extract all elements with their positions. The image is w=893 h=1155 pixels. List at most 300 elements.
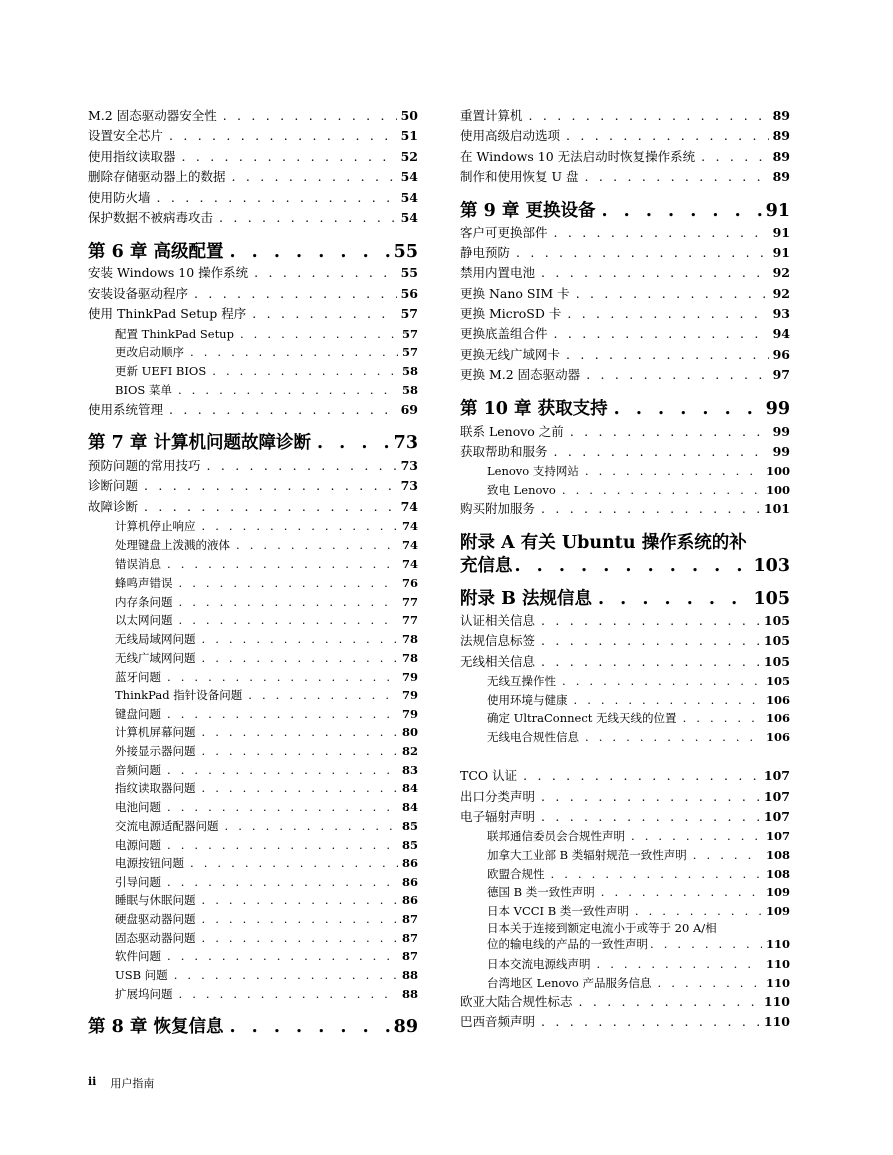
toc-entry-page: 80: [401, 725, 418, 739]
toc-entry-title: 第 10 章 获取支持: [460, 399, 608, 419]
toc-entry-title: 更新 UEFI BIOS: [115, 364, 207, 378]
toc-entry-page: 56: [400, 286, 418, 301]
toc-entry-title: 认证相关信息: [460, 613, 536, 628]
toc-entry-title: 引导问题: [115, 875, 161, 889]
dot-leader: [701, 149, 768, 165]
toc-entry-title: 错误消息: [115, 557, 161, 571]
toc-entry-page: 96: [772, 347, 790, 362]
toc-entry-title: 外接显示器问题: [115, 744, 196, 758]
toc-entry-title: 睡眠与休眠问题: [115, 893, 196, 907]
toc-entry-title: 交流电源适配器问题: [115, 819, 219, 833]
toc-subentry[interactable]: [460, 463, 790, 479]
dot-leader: [562, 482, 762, 498]
toc-entry-title: 指纹读取器问题: [115, 781, 196, 795]
dot-leader: [190, 855, 398, 871]
toc-entry-page: 109: [765, 904, 790, 918]
toc-entry-page: 101: [763, 501, 790, 516]
toc-entry-title: 更换底盖组合件: [460, 326, 548, 341]
toc-entry-title: 故障诊断: [88, 499, 139, 514]
toc-entry-title: 出口分类声明: [460, 789, 536, 804]
toc-entry-page: 89: [772, 169, 790, 184]
toc-entry-page: 51: [400, 128, 418, 143]
toc-entry[interactable]: [460, 128, 790, 144]
toc-entry-page: 85: [401, 819, 418, 833]
toc-entry-title: 使用系统管理: [88, 402, 164, 417]
dot-leader: [551, 866, 762, 882]
toc-entry-page: 100: [765, 483, 790, 497]
toc-entry[interactable]: [460, 286, 790, 302]
toc-entry-title: 诊断问题: [88, 478, 139, 493]
toc-subentry[interactable]: [88, 780, 418, 796]
toc-entry-page: 88: [401, 968, 418, 982]
dot-leader: [566, 128, 769, 144]
toc-entry-title: 音频问题: [115, 763, 161, 777]
toc-entry-page: 79: [401, 707, 418, 721]
toc-subentry[interactable]: [88, 518, 418, 534]
dot-leader: [207, 458, 397, 474]
dot-leader: [167, 799, 398, 815]
footer-title: 用户指南: [110, 1077, 155, 1090]
toc-subentry[interactable]: [88, 382, 418, 398]
toc-entry-page: 50: [400, 108, 418, 123]
dot-leader: [554, 225, 769, 241]
toc-entry-title: 安装设备驱动程序: [88, 286, 189, 301]
toc-entry-page: 99: [772, 424, 790, 439]
toc-chapter[interactable]: [460, 588, 790, 610]
toc-entry-title: 第 9 章 更换设备: [460, 201, 596, 221]
toc-subentry[interactable]: [88, 594, 418, 610]
dot-leader: [179, 575, 398, 591]
toc-subentry[interactable]: [460, 903, 790, 919]
toc-subentry[interactable]: [460, 847, 790, 863]
dot-leader: [202, 930, 398, 946]
toc-entry[interactable]: [88, 499, 418, 515]
toc-chapter[interactable]: [88, 241, 418, 263]
toc-entry-page: 100: [765, 464, 790, 478]
wrapped-entry-line1: 日本关于连接到额定电流小于或等于 20 A/相: [487, 921, 717, 935]
toc-entry-page: 76: [401, 576, 418, 590]
toc-entry[interactable]: [88, 265, 418, 281]
toc-entry-page: 79: [401, 670, 418, 684]
toc-entry-title: 台湾地区 Lenovo 产品服务信息: [487, 976, 652, 990]
toc-entry-title: 计算机停止响应: [115, 519, 196, 533]
toc-chapter[interactable]: [88, 1016, 418, 1038]
toc-entry-title: 客户可更换部件: [460, 225, 548, 240]
toc-entry[interactable]: [460, 265, 790, 281]
dot-leader: [202, 518, 398, 534]
dot-leader: [585, 729, 762, 745]
toc-entry-page: 92: [772, 265, 790, 280]
toc-entry-page: 54: [400, 210, 418, 225]
dot-leader: [541, 1014, 760, 1030]
toc-entry-title: 在 Windows 10 无法启动时恢复操作系统: [460, 149, 696, 164]
toc-entry-page: 93: [772, 306, 790, 321]
toc-subentry[interactable]: [88, 344, 418, 360]
toc-entry-page: 106: [765, 711, 790, 725]
toc-entry-page: 57: [401, 327, 418, 341]
toc-subentry[interactable]: [88, 556, 418, 572]
toc-subentry[interactable]: [88, 948, 418, 964]
toc-entry-page: 89: [772, 149, 790, 164]
toc-entry-title: 蜂鸣声错误: [115, 576, 173, 590]
toc-entry[interactable]: [88, 210, 418, 226]
toc-entry-page: 73: [393, 433, 418, 453]
toc-entry-title: 购买附加服务: [460, 501, 536, 516]
toc-entry-title: 确定 UltraConnect 无线天线的位置: [487, 711, 677, 725]
toc-subentry[interactable]: [460, 482, 790, 498]
toc-subentry[interactable]: [88, 612, 418, 628]
toc-entry-page: 74: [401, 557, 418, 571]
toc-entry[interactable]: [88, 108, 418, 124]
dot-leader: [167, 948, 398, 964]
page-footer: [88, 1075, 154, 1091]
toc-entry-title: 更换 M.2 固态驱动器: [460, 367, 581, 382]
toc-entry-page: 74: [400, 499, 418, 514]
toc-entry-page: 58: [401, 383, 418, 397]
toc-subentry[interactable]: [88, 837, 418, 853]
dot-leader: [219, 210, 397, 226]
toc-entry-page: 54: [400, 169, 418, 184]
dot-leader: [178, 382, 398, 398]
toc-entry-page: 105: [763, 633, 790, 648]
toc-entry-page: 91: [772, 225, 790, 240]
toc-entry-page: 86: [401, 856, 418, 870]
toc-entry-page: 87: [401, 949, 418, 963]
toc-entry[interactable]: [460, 768, 790, 784]
toc-subentry[interactable]: [460, 692, 790, 708]
toc-entry-title: TCO 认证: [460, 768, 518, 783]
toc-subentry[interactable]: [460, 956, 790, 972]
toc-entry[interactable]: [460, 326, 790, 342]
dot-leader: [157, 190, 397, 206]
toc-entry[interactable]: [460, 1014, 790, 1030]
dot-leader: [167, 874, 398, 890]
dot-leader: [541, 789, 760, 805]
toc-entry-page: 77: [401, 595, 418, 609]
toc-subentry[interactable]: [88, 650, 418, 666]
dot-leader: [202, 743, 398, 759]
toc-subentry[interactable]: [460, 729, 790, 745]
dot-leader: [586, 367, 768, 383]
dot-leader: [248, 687, 398, 703]
toc-entry-title: 软件问题: [115, 949, 161, 963]
toc-subentry[interactable]: [88, 874, 418, 890]
toc-subentry[interactable]: [460, 710, 790, 726]
toc-subentry[interactable]: [88, 537, 418, 553]
toc-entry-title: 联邦通信委员会合规性声明: [487, 829, 625, 843]
toc-entry[interactable]: [460, 149, 790, 165]
toc-entry-page: 92: [772, 286, 790, 301]
toc-entry-page: 105: [763, 613, 790, 628]
toc-entry[interactable]: [88, 458, 418, 474]
toc-entry[interactable]: [460, 633, 790, 649]
toc-entry-page: 110: [765, 976, 790, 990]
dot-leader: [579, 994, 760, 1010]
toc-subentry[interactable]: [88, 631, 418, 647]
toc-entry-page: 52: [400, 149, 418, 164]
toc-entry-page: 89: [393, 1017, 418, 1037]
toc-entry-title: 获取帮助和服务: [460, 444, 548, 459]
toc-entry[interactable]: [460, 654, 790, 670]
toc-entry[interactable]: [460, 994, 790, 1010]
toc-entry-page: 91: [772, 245, 790, 260]
toc-subentry[interactable]: [88, 855, 418, 871]
toc-entry-page: 86: [401, 893, 418, 907]
toc-subentry-wrapped[interactable]: [487, 920, 790, 952]
toc-chapter-appendix-a[interactable]: [460, 532, 790, 578]
toc-entry-title: 更改启动顺序: [115, 345, 184, 359]
toc-entry[interactable]: [460, 367, 790, 383]
toc-entry-page: 77: [401, 613, 418, 627]
toc-entry-page: 79: [401, 688, 418, 702]
toc-entry[interactable]: [460, 613, 790, 629]
toc-entry-page: 87: [401, 931, 418, 945]
dot-leader: [179, 986, 398, 1002]
toc-entry-page: 55: [400, 265, 418, 280]
toc-subentry[interactable]: [88, 911, 418, 927]
toc-entry-page: 69: [400, 402, 418, 417]
toc-subentry[interactable]: [88, 669, 418, 685]
toc-entry-title: 安装 Windows 10 操作系统: [88, 265, 249, 280]
dot-leader: [566, 347, 769, 363]
toc-entry-title: 使用 ThinkPad Setup 程序: [88, 306, 247, 321]
toc-entry-title: 第 7 章 计算机问题故障诊断: [88, 433, 311, 453]
dot-leader: [317, 432, 390, 454]
dot-leader: [202, 724, 398, 740]
dot-leader: [601, 884, 762, 900]
toc-entry-page: 108: [765, 848, 790, 862]
dot-leader: [584, 169, 768, 185]
toc-entry-page: 86: [401, 875, 418, 889]
dot-leader: [182, 149, 397, 165]
dot-leader: [541, 633, 760, 649]
toc-entry-page: 83: [401, 763, 418, 777]
toc-chapter[interactable]: [460, 200, 790, 222]
toc-entry[interactable]: [88, 306, 418, 322]
toc-entry-title: 保护数据不被病毒攻击: [88, 210, 214, 225]
toc-subentry[interactable]: [460, 866, 790, 882]
toc-entry-title: 更换 Nano SIM 卡: [460, 286, 570, 301]
toc-entry-page: 73: [400, 478, 418, 493]
toc-subentry[interactable]: [88, 326, 418, 342]
toc-entry-page: 91: [765, 201, 790, 221]
toc-entry-title: 配置 ThinkPad Setup: [115, 327, 234, 341]
toc-subentry[interactable]: [88, 575, 418, 591]
toc-entry-title: 无线局域网问题: [115, 632, 196, 646]
toc-entry-title: 禁用内置电池: [460, 265, 536, 280]
dot-leader: [225, 818, 398, 834]
toc-entry[interactable]: [460, 108, 790, 124]
dot-leader: [541, 654, 760, 670]
dot-leader: [202, 780, 398, 796]
toc-entry[interactable]: [460, 245, 790, 261]
toc-entry-page: 97: [772, 367, 790, 382]
toc-subentry[interactable]: [460, 975, 790, 991]
dot-leader: [576, 286, 769, 302]
toc-entry-page: 99: [765, 399, 790, 419]
dot-leader: [179, 612, 398, 628]
toc-subentry[interactable]: [88, 363, 418, 379]
appendix-a-title-line1: 附录 A 有关 Ubuntu 操作系统的补: [460, 533, 747, 553]
toc-entry[interactable]: [460, 424, 790, 440]
dot-leader: [202, 911, 398, 927]
toc-chapter[interactable]: [460, 398, 790, 420]
toc-entry-title: 无线广域网问题: [115, 651, 196, 665]
toc-entry[interactable]: [460, 789, 790, 805]
footer-page-number: ii: [88, 1075, 97, 1088]
toc-entry[interactable]: [460, 306, 790, 322]
toc-entry-title: 日本交流电源线声明: [487, 957, 591, 971]
dot-leader: [541, 809, 760, 825]
toc-entry[interactable]: [88, 286, 418, 302]
toc-entry-page: 55: [393, 242, 418, 262]
toc-entry-title: 电子辐射声明: [460, 809, 536, 824]
toc-entry-title: 电源问题: [115, 838, 161, 852]
dot-leader: [202, 892, 398, 908]
toc-chapter[interactable]: [88, 432, 418, 454]
toc-entry-page: 74: [401, 538, 418, 552]
toc-entry-page: 78: [401, 651, 418, 665]
toc-entry-page: 108: [765, 867, 790, 881]
dot-leader: [597, 956, 762, 972]
dot-leader: [254, 265, 396, 281]
toc-entry-title: 无线电合规性信息: [487, 730, 579, 744]
toc-entry-title: 更换无线广域网卡: [460, 347, 561, 362]
dot-leader: [585, 463, 762, 479]
dot-leader: [240, 326, 398, 342]
toc-entry-title: ThinkPad 指针设备问题: [115, 688, 243, 702]
toc-subentry[interactable]: [88, 799, 418, 815]
toc-entry[interactable]: [88, 169, 418, 185]
dot-leader: [515, 555, 750, 578]
toc-entry[interactable]: [88, 190, 418, 206]
toc-subentry[interactable]: [88, 706, 418, 722]
dot-leader: [523, 768, 760, 784]
dot-leader: [167, 706, 398, 722]
toc-entry-page: 99: [772, 444, 790, 459]
toc-entry-title: 静电预防: [460, 245, 511, 260]
dot-leader: [554, 444, 769, 460]
dot-leader: [229, 1016, 389, 1038]
dot-leader: [570, 424, 769, 440]
dot-leader: [635, 903, 762, 919]
toc-entry-title: 更换 MicroSD 卡: [460, 306, 562, 321]
toc-entry-title: 巴西音频声明: [460, 1014, 536, 1029]
toc-entry-title: 欧亚大陆合规性标志: [460, 994, 573, 1009]
dot-leader: [574, 692, 762, 708]
dot-leader: [567, 306, 768, 322]
dot-leader: [232, 169, 397, 185]
dot-leader: [190, 344, 398, 360]
toc-entry[interactable]: [460, 809, 790, 825]
toc-entry-page: 110: [763, 1014, 790, 1029]
dot-leader: [167, 556, 398, 572]
toc-entry[interactable]: [88, 128, 418, 144]
dot-leader: [683, 710, 762, 726]
toc-entry-page: 106: [765, 693, 790, 707]
toc-subentry[interactable]: [88, 762, 418, 778]
dot-leader: [202, 650, 398, 666]
toc-entry[interactable]: [88, 402, 418, 418]
toc-subentry[interactable]: [88, 967, 418, 983]
toc-entry-title: 加拿大工业部 B 类辐射规范一致性声明: [487, 848, 687, 862]
toc-entry[interactable]: [88, 149, 418, 165]
toc-entry[interactable]: [460, 501, 790, 517]
dot-leader: [529, 108, 769, 124]
toc-entry-page: 78: [401, 632, 418, 646]
toc-entry-title: 预防问题的常用技巧: [88, 458, 201, 473]
toc-entry-page: 94: [772, 326, 790, 341]
dot-leader: [693, 847, 762, 863]
toc-entry-page: 84: [401, 781, 418, 795]
toc-entry-page: 110: [765, 957, 790, 971]
toc-entry[interactable]: [460, 169, 790, 185]
toc-subentry[interactable]: [88, 930, 418, 946]
dot-leader: [167, 837, 398, 853]
appendix-a-title-line2: 充信息: [460, 556, 513, 576]
dot-leader: [202, 631, 398, 647]
toc-entry-page: 84: [401, 800, 418, 814]
toc-entry[interactable]: [88, 478, 418, 494]
dot-leader: [179, 594, 398, 610]
toc-entry-title: 电池问题: [115, 800, 161, 814]
toc-entry-title: 重置计算机: [460, 108, 523, 123]
toc-subentry[interactable]: [88, 724, 418, 740]
toc-entry-page: 106: [765, 730, 790, 744]
toc-subentry[interactable]: [88, 986, 418, 1002]
toc-entry-page: 110: [763, 994, 790, 1009]
toc-subentry[interactable]: [88, 892, 418, 908]
dot-leader: [144, 478, 397, 494]
toc-entry-title: 键盘问题: [115, 707, 161, 721]
dot-leader: [174, 967, 398, 983]
toc-entry-title: BIOS 菜单: [115, 383, 172, 397]
dot-leader: [229, 241, 389, 263]
appendix-a-page: 103: [753, 556, 790, 576]
toc-subentry[interactable]: [460, 884, 790, 900]
toc-entry-title: 无线互操作性: [487, 674, 556, 688]
dot-leader: [554, 326, 769, 342]
toc-entry-page: 107: [763, 768, 790, 783]
toc-entry[interactable]: [460, 225, 790, 241]
toc-subentry[interactable]: [88, 818, 418, 834]
dot-leader: [541, 265, 769, 281]
dot-leader: [631, 828, 762, 844]
dot-leader: [223, 108, 397, 124]
toc-entry-page: 105: [765, 674, 790, 688]
toc-subentry[interactable]: [460, 673, 790, 689]
dot-leader: [212, 363, 398, 379]
dot-leader: [598, 588, 749, 610]
toc-subentry[interactable]: [88, 687, 418, 703]
toc-entry-title: 致电 Lenovo: [487, 483, 556, 497]
toc-entry-page: 54: [400, 190, 418, 205]
dot-leader: [650, 936, 762, 952]
toc-entry-page: 58: [401, 364, 418, 378]
dot-leader: [194, 286, 397, 302]
toc-entry-title: USB 问题: [115, 968, 168, 982]
toc-entry-title: 设置安全芯片: [88, 128, 164, 143]
toc-entry[interactable]: [460, 444, 790, 460]
toc-entry-title: 使用环境与健康: [487, 693, 568, 707]
toc-entry-title: 无线相关信息: [460, 654, 536, 669]
dot-leader: [167, 762, 398, 778]
toc-entry-title: 计算机屏幕问题: [115, 725, 196, 739]
toc-entry-title: 电源按钮问题: [115, 856, 184, 870]
toc-entry[interactable]: [460, 347, 790, 363]
toc-subentry[interactable]: [88, 743, 418, 759]
toc-subentry[interactable]: [460, 828, 790, 844]
